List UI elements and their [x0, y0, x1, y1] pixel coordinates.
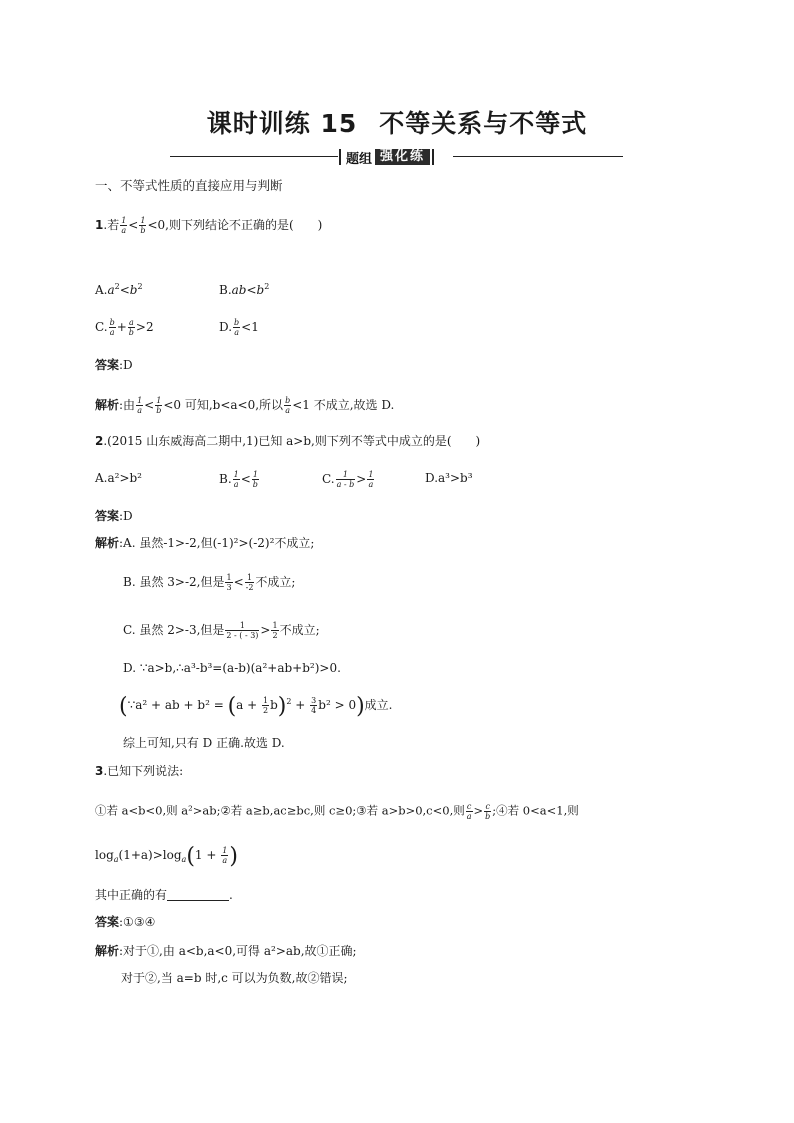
q1-option-b: $B.ab<b^2$	[219, 282, 270, 297]
q2-answer: 答案:D	[95, 509, 133, 523]
banner-word-1: 题组	[346, 151, 373, 167]
q3-answer: 答案:①③④	[95, 915, 156, 929]
q2-solution-line-4: D. ∵a>b,∴a³-b³=(a-b)(a²+ab+b²)>0.	[123, 661, 341, 675]
q3-statements: ①若 a<b<0,则 a²>ab;②若 a≥b,ac≥bc,则 c≥0;③若 a>b>0,c<0,则 $\frac{c}{a}$ > $\frac{c}{b}$ ;④若 0<a<1,则	[95, 802, 579, 821]
q3-solution-line-1: 解析:对于①,由 a<b,a<0,可得 a²>ab,故①正确;	[95, 944, 357, 958]
section-heading: 一、不等式性质的直接应用与判断	[95, 178, 283, 193]
page-title: 课时训练 15 不等关系与不等式	[206, 109, 588, 138]
section-banner	[339, 148, 434, 166]
question-1-stem: 1.若 $\frac{1}{a}$ < $\frac{1}{b}$ <0,则下列结论不正确的是( )	[95, 216, 323, 235]
q2-solution-line-1: 解析:A. 虽然-1>-2,但(-1)²>(-2)²不成立;	[95, 536, 315, 550]
q1-solution: 解析:由 $\frac{1}{a}$ < $\frac{1}{b}$ <0 可知,b<a<0,所以 $\frac{b}{a}$ <1 不成立,故选 D.	[95, 396, 395, 415]
q2-option-d: D.a³>b³	[425, 471, 473, 485]
title-rule-right	[453, 156, 623, 157]
q1-option-d: D. $\frac{b}{a}$ <1	[219, 318, 259, 337]
q2-option-c: C. $\frac{1}{a - b}$ > $\frac{1}{a}$	[322, 470, 374, 489]
q3-fill-blank: 其中正确的有 .	[95, 888, 233, 902]
title-rule-left	[170, 156, 338, 157]
answer-blank	[167, 888, 229, 901]
q1-option-a: $A.a^2<b^2$	[95, 282, 143, 297]
question-2-stem: 2.(2015 山东威海高二期中,1)已知 a>b,则下列不等式中成立的是( )	[95, 434, 481, 448]
q2-solution-line-5: (∵a² + ab + b² = (a + $\frac{1}{2}$ b)$^2$ + $\frac{3}{4}$ b² > 0)成立.	[119, 694, 393, 719]
q1-answer: 答案:D	[95, 358, 133, 372]
q3-solution-line-2: 对于②,当 a=b 时,c 可以为负数,故②错误;	[121, 971, 348, 985]
q3-log-statement: $\log_a(1+a)>\log_a(1$ + $\frac{1}{a}$ )	[95, 844, 238, 869]
q2-option-a: A.a²>b²	[95, 471, 142, 485]
q2-solution-line-2: B. 虽然 3>-2,但是 $\frac{1}{3}$ < $\frac{1}{-2}$ 不成立;	[123, 573, 296, 592]
q1-option-c: C. $\frac{b}{a}$ + $\frac{a}{b}$ >2	[95, 318, 154, 337]
question-3-stem: 3.已知下列说法:	[95, 764, 184, 778]
q2-solution-line-6: 综上可知,只有 D 正确.故选 D.	[123, 736, 285, 750]
q2-solution-line-3: C. 虽然 2>-3,但是 $\frac{1}{2 - ( - 3)}$ > $\frac{1}{2}$ 不成立;	[123, 621, 320, 640]
banner-word-2: 强化练	[375, 149, 430, 165]
q2-option-b: B. $\frac{1}{a}$ < $\frac{1}{b}$	[219, 470, 258, 489]
